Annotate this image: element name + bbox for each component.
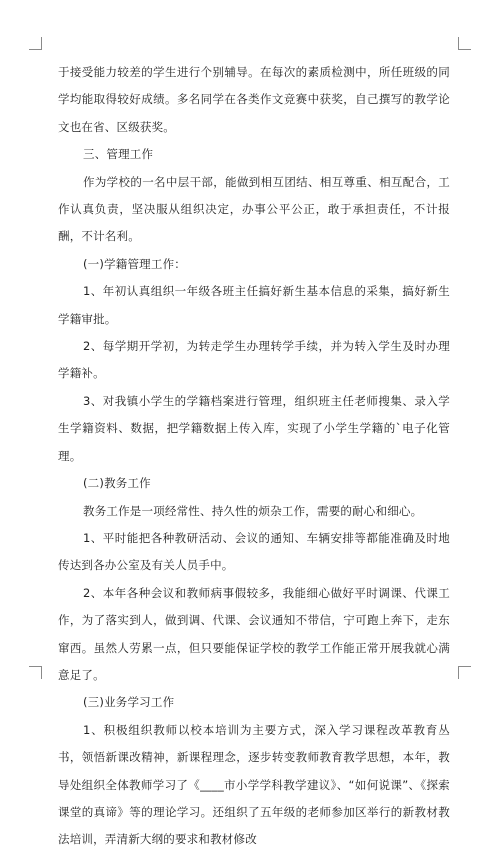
- document-body: [58, 59, 450, 854]
- subsection-heading-academic-affairs: (二)教务工作: [83, 476, 151, 491]
- paragraph: 作为学校的一名中层干部，能做到相互团结、相互尊重、相互配合，工作认真负责，坚决服从组织决定，办事公平公正，敢于承担责任，不计报酬，不计名利。: [58, 174, 450, 244]
- list-item: 2、每学期开学初，为转走学生办理转学手续，并为转入学生及时办理学籍补。: [58, 339, 450, 381]
- crop-mark-top-right: [458, 37, 471, 50]
- crop-mark-top-left: [29, 37, 42, 50]
- crop-mark-bottom-left: [29, 666, 42, 679]
- section-heading-management: 三、管理工作: [83, 147, 154, 162]
- list-item: 1、积极组织教师以校本培训为主要方式，深入学习课程改革教育丛书，领悟新课改精神，新课程理念，逐步转变教师教育教学思想，本年，教导处组织全体教师学习了《____市小学学科教学建议》、“如何说课”、《探索课堂的真谛》等的理论学习。还组织了五年级的老师参加区举行的新教材教法培训，弄清新大纲的要求和教材修改: [58, 722, 450, 847]
- paragraph: 于接受能力较差的学生进行个别辅导。在每次的素质检测中，所任班级的同学均能取得较好成绩。多名同学在各类作文竞赛中获奖，自己撰写的教学论文也在省、区级获奖。: [58, 65, 450, 134]
- crop-mark-bottom-right: [458, 666, 471, 679]
- list-item: 1、年初认真组织一年级各班主任搞好新生基本信息的采集，搞好新生学籍审批。: [58, 284, 450, 326]
- subsection-heading-student-records: (一)学籍管理工作：: [83, 256, 186, 271]
- list-item: 3、对我镇小学生的学籍档案进行管理，组织班主任老师搜集、录入学生学籍资料、数据，把学籍数据上传入库，实现了小学生学籍的`电子化管理。: [58, 393, 450, 463]
- list-item: 1、平时能把各种教研活动、会议的通知、车辆安排等都能准确及时地传达到各办公室及有关人员手中。: [58, 530, 450, 573]
- list-item: 2、本年各种会议和教师病事假较多，我能细心做好平时调课、代课工作，为了落实到人，做到调、代课、会议通知不带信，宁可跑上奔下，走东窜西。虽然人劳累一点，但只要能保证学校的教学工作能正常开展我就心满意足了。: [58, 585, 450, 682]
- paragraph: 教务工作是一项经常性、持久性的烦杂工作，需要的耐心和细心。: [83, 503, 423, 518]
- subsection-heading-professional-study: (三)业务学习工作: [83, 695, 175, 710]
